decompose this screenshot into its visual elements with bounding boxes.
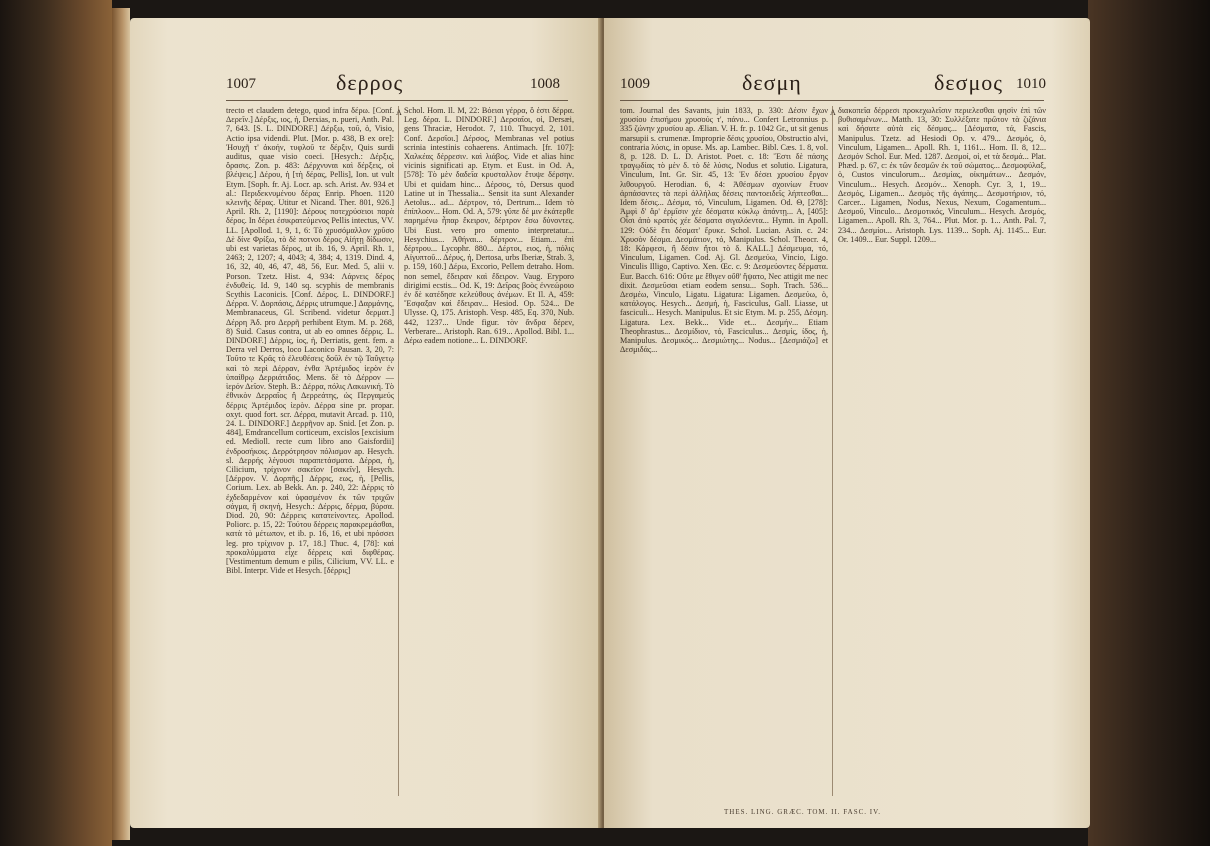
book-cover-left [0,0,112,846]
column-letter-a: A [396,108,402,117]
right-page-header [604,70,1090,100]
column-divider [832,106,833,796]
page-number: 1007 [226,76,256,92]
page-number: 1009 [620,76,650,92]
text-column-b: Schol. Hom. Il. M, 22: Βόειαι γέρρα, ὃ ἐστι δέρρα. Leg. δέρα. L. DINDORF.] Δερσαῖοι, οἱ, Dersæi, gens Thraciæ, Herodot. 7, 110. Thucyd. 2, 101. Conf. Δερσῖοι.] Δέρσος, Membranas vel potius scrinia intestinis cohaerens. Antimach. [fr. 107]: Χαλκέας δέρρεσιν. καὶ λιάβος. Vide et alias hinc vicinis significati ap. Etym. et Eust. in Od. A, [578]: Τὸ μὲν δαδεῖα κρυσταλλον ἔτυψε δέρσην. Ubi et quidam hinc... Δέρσος, τό, Dersus quod Latine ut in Thessalia... Sensit ita sunt Alexander Aetolus... ad... Δέρτρον, τό, Dertrum... Idem τὸ ἐπίπλοον... Hom. Od. A, 579: γῦπε δέ μιν ἑκάτερθε παρημένω ἧπαρ ἔκειρον, δέρτρον ἔσω δύνοντες. Ubi Eust. vero pro omento interpretatur... Hesychius... Ἀθήναι... δέρτρον... Etiam... ἐπὶ δέρτρου... Lycophr. 880... Δέρτοι, ειος, ἡ, πόλις Αἰγυπτοῦ... Δέρυς, ἡ, Dertosa, urbs Iberiæ, Strab. 3, p. 159, 160.] Δέρω, Excorio, Pellem detraho. Hom. non semel, ἔδειραν καὶ ἔδειρον. Vaug. Eryporo dirigimi ecstis... Od. K, 19: Δεῖρας βοὸς ἐννεώροιο ἐν δὲ κατέδησε κελεύθους ἀνέμων. Et Il. A, 459: Ἔσφαξαν καὶ ἔδειραν... Hesiod. Op. 524... De Ulysse. Q, 175. Aristoph. Vesp. 485, Eq. 370, Nub. 442, 1237... Unde figur. τὸν ἄνδρα δέρεν, Verberare... Aristoph. Ran. 619... Apollod. Bibl. 1... Δέρω eadem notione... L. DINDORF. [404,106,574,346]
book-cover-right [1088,0,1210,846]
text-column-b: διακοπεῖα δέρρεσι προκεχωλεῖσιν περιελεσθαι φησὶν ἐπὶ τῶν βυθισαμένων... Matth. 13, 30: Συλλέξατε πρῶτον τὰ ζιζάνια καὶ δήσατε αὐτὰ εἰς δέσμας... [Δέσματα, τά, Fascis, Manipulus. Tzetz. ad Hesiodi Op. v. 479... Δεσμός, ὁ, Vinculum, Ligamen... Apoll. Rh. 1, 1161... Hom. Il. 8, 12... Δεσμόν Schol. Eur. Med. 1287. Δεσμοί, οἱ, et τὰ δεσμά... Plat. Phæd. p. 67, c: ἐκ τῶν δεσμῶν ἐκ τοῦ σώματος... Δεσμοφύλαξ, ὁ, Custos vinculorum... Δεσμίας, οἰκημάτων... Δεσμόν, Vinculum... Hesych. Δεσμόν... Xenoph. Cyr. 3, 1, 19... Δεσμός, Ligamen... Δεσμὸς τῆς ἀγάπης... Δεσμοτήριον, τό, Carcer... Ligamen, Nodus, Nexus, Nexum, Cogamentum... Δεσμοῦ, Vinculo... Δεσμοτικός, Vinculum... Hesych. Δεσμός, Ligamen... Apoll. Rh. 3, 764... Plut. Mor. p. 1... Anth. Pal. 7, 234... Δεσμίοι... Aristoph. Lys. 1139... Soph. Aj. 1145... Eur. Or. 1409... Eur. Suppl. 1209... [838,106,1046,244]
column-letter-a: A [830,108,836,117]
page-footer: THES. LING. GRÆC. TOM. II. FASC. IV. [724,808,882,816]
left-page [130,18,602,828]
page-number: 1008 [530,76,560,92]
running-head: δερρος [336,70,404,95]
running-head: δεσμη [742,70,802,95]
text-column-a: trecto et claudem detego, quod infra δέρω. [Conf. Δερεῖν.] Δέρξις, ιος, ἡ, Derxias, n. pueri, Anth. Pal. 7, 643. [S. L. DINDORF.] Δέρξω, τοῦ, ὁ, Visio, Actio ipsa videndi. Plut. [Mor. p. 438, B ex ore]: Ἡσυχῆ τ' ἀκοήν, τυφλοῦ τε δέρξιν, Quis surdi auditus, quae visio coeci. [Hesych.: Δέρξις, ὅρασις. Zon. p. 483: Δέρχνυναι καὶ δέρξεις, οἱ βλέψεις.] Δέρου, ἡ [τὴ δέρας, Pellis], Ion. ut vult Etym. [Soph. fr. Aj. Locr. ap. sch. Arist. Av. 934 et al.: Περιδεκνυμένου δέρας Enrip. Phoen. 1120 κλεινῆς δέρας. Utitur et Nicand. Ther. 801, 926.] April. Rh. 2, [1190]: Δέρους ποτεχρύσειοι παρὰ δέρος. In δέρει ἐσικρατεύμενος Pellis intectus, VV. LL. [Apollod. 1, 9, 1, 6: Τὸ χρυσόμαλλον χρῦσο Δὲ δίνε Φρίξω, τὸ δὲ ποτνοι δέρος Αἰήτῃ δίδωσιν, ubi est varietas δέρος, ut ib. 16, 9. April. Rh. 1, 2463; 2, 1207; 4, 4043; 4, 384; 4, 1319. Dind. 4, 16, 32, 40, 46, 47, 48, 56, Eur. Med. 5, alii v. Porson. Tzetz. Hist. 4, 934: Λάρνεις δέρος ἐνδυθείς. Id. 9, 140 sq. scyphis de membranis Scythis Laconicis. [Conf. Δέρος. L. DINDORF.] Δέρρα. V. Δορπάσις, Δέρρις utrumque.] Δαρμάνης, Membranaceus, Gl. Scribend. videtur δερματ.] Δέρρη Ἀδ. pro Δερρῆ perhibent Etym. M. p. 268, 8) Suid. Casus contra, ut ab eo omnes δέρρις. L. DINDORF.] Δέρρις, ἰος, ἡ, Derriatis, gent. fem. a Derra vel Derros, loco Laconico Pausan. 3, 20, 7: Τοῦτο τε Κρᾶς τὸ ἐλευθέσεις δοῦλ ἐν τῷ Ταΰγετῳ καὶ τὸ περὶ Δέρραν, ἐνθα Ἀρτέμιδος ἱερὸν ἐν ὑπαίθρῳ Δερριάτιδος. Mens. δὲ τὸ Δέρρον — ἱερόν Δεῖον. Steph. B.: Δέρρα, πόλις Λακωνική. Τὸ ἐθνικὸν Δερραῖος ἢ Δερρεάτης, ὡς Περγαμεύς δέρρις Ἀρτέμιδος ἱερὸν. Δέρρα sine pr. propar. oxyt. quod fort. scr. Δέρρα, mutavit Arcad. p. 110, 24. L. DINDORF.] Δερρῆνον ap. Snid. [et Zon. p. 484], Emdrancellum corticeum, excislos [excisium ed. Medioll. recte cum libro ano Gaisfordii] ἐνδροσήκοις. Δερρότρησον πόλισμον ap. Hesych. sl. Δερρής λέγουσι παραπετάσματα. Δέρρα, ἡ, Cilicium, τρίχινον σακεῖον [σακεῖν], Hesych. [Δέρρον. V. Δορπῆς.] Δέρρις, εως, ἡ, [Pellis, Corium. Lex. ab Bekk. An. p. 240, 22: Δέρρις τὸ ἐχδεδαρμένον καὶ ὑφασμένον ἐκ τῶν τριχῶν σάγμα, ἢ σκηνή, Hesych.: Δέρρις, δέρμα, βύρσα. Diod. 20, 90: Δέρρεις κατατείνοντες. Apollod. Poliorc. p. 15, 22: Τούτου δέρρεις παρακρεμάσθαι, κατὰ τὸ μέτωπον, et ib. p. 16, 16, et ubi πρόσσει leg. pro τρίχινον p. 17, 18.] Thuc. 4, [78]: καὶ προκαλύμματα εἶχε δέρρεις καὶ διφθέρας. [Vestimentum demum e pilis, Cilicium, VV. LL. e Bibl. Interpr. Vide et Hesych. [δέρρις] [226,106,394,576]
cover-strip [112,8,130,840]
text-column-a: tom. Journal des Savants, juin 1833, p. 330: Δέσιν ἔχων χρυσίου ἐπισήμου χρυσούς τ', πάνυ... Confert Letronnius p. 335 ζώνην χρυσίου ap. Ælian. V. H. fr. p. 1042 Gr., ut sit genus marsupii s. crumenæ. Improprie δέσις χρυσίου, Obstructio alvi, contraria λύσις, in opuse. Ms. ap. Lambec. Bibl. Cæs. 1. 8, vol. 8, p. 128. D. L. D. Aristot. Poet. c. 18: Ἔστι δὲ πάσης τραγῳδίας τὸ μὲν δ. τὸ δὲ λύσις, Nodus et solutio. Ligatura, Vinculum, Int. Gr. Sir. 45, 13: Ἐν δέσει χρυσίου ἔργον λιθουργοῦ. Herodian. 6, 4: Ἀθέσμων σχοινίων ἔτυον ἀρπάσαντες τὰ περὶ ἀλλήλας δέσεις παντοειδεῖς λήπτεσθαι... Idem δέσις... Δέσμα, τό, Vinculum, Ligamen. Od. Θ, [278]: Ἀμφὶ δ' ἄρ' ἑρμῖσιν χέε δέσματα κύκλῳ ἁπάντῃ... Α, [405]: Οἷσι ἀπὸ κρατὸς χέε δέσματα σιγαλόεντα... Hymn. in Apoll. 129: Οὐδὲ ἔτι δέσματ' ἔρυκε. Schol. Lucian. Asin. c. 24: Χρυσὸν δέσμα. Δεσμάτιον, τό, Manipulus. Schol. Theocr. 4, 18: Κάρφεσι, ἢ δέσιν ἤτοι τὸ δ. KALL.] Δέσμευμα, τό, Vinculum, Ligamen. Cod. Aj. Gl. Δεσμεύω, Vincio, Ligo. Vinculis Illigo, Captivo. Xen. Œc. c. 9: Δεσμεύοντες δέρματα. Eur. Bacch. 616: Οὔτε με ἔθιγεν οὔθ' ἥψατο, Nec attigit me nec dixit. Δεσμεῦσαι etiam eodem sensu... Soph. Trach. 536... Δεσμέω, Vinculo, Ligatu. Ligatura: Ligamen. Δεσμεύω, ὁ, κατάλογος. Hesych... Δεσμή, ἡ, Fasciculus, Gall. Liasse, ut fasciculi... Hesych. Manipulus. Et sic Etym. M. p. 255, Δέσμη. Ligatura. Lex. Bekk... Vide et... Δεσμήν... Etiam Theophrastus... Δεσμίδιον, τό, Fasciculus... Δεσμίς, ίδος, ἡ, Manipulus. Δεσμικός... Δεσμιώτης... Nodus... [Δεσμιάζω] et Δεσμιδάς... [620,106,828,355]
header-rule [226,100,568,101]
left-page-header [130,70,602,100]
right-page [604,18,1090,828]
column-divider [398,106,399,796]
page-number: 1010 [1016,76,1046,92]
header-rule [620,100,1044,101]
running-head: δεσμος [934,70,1003,95]
